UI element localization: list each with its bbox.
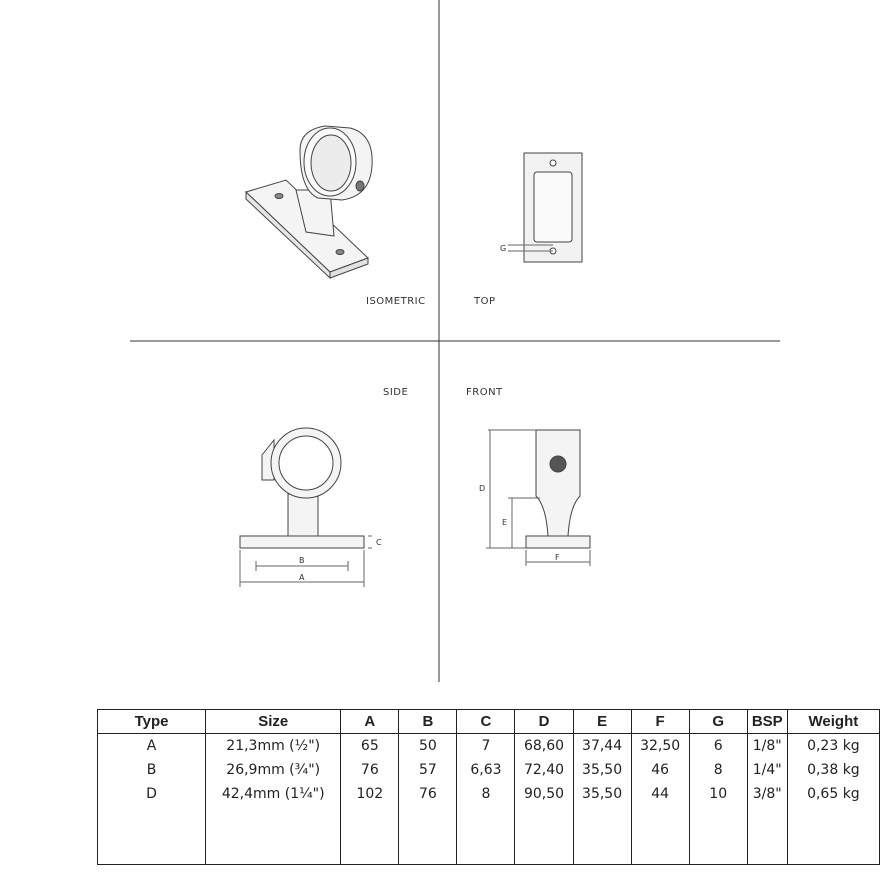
view-label-front: FRONT bbox=[466, 387, 503, 398]
table-cell: 76 bbox=[341, 758, 399, 782]
table-cell: 44 bbox=[631, 782, 689, 806]
dim-label-b: B bbox=[299, 556, 305, 565]
spec-table bbox=[97, 709, 880, 865]
dim-label-g: G bbox=[500, 244, 507, 253]
header-weight: Weight bbox=[787, 710, 879, 734]
table-cell: 32,50 bbox=[631, 734, 689, 759]
header-c: C bbox=[457, 710, 515, 734]
table-cell: 68,60 bbox=[515, 734, 573, 759]
table-cell: 90,50 bbox=[515, 782, 573, 806]
header-type: Type bbox=[98, 710, 206, 734]
table-cell: D bbox=[98, 782, 206, 806]
header-g: G bbox=[689, 710, 747, 734]
table-cell: 57 bbox=[399, 758, 457, 782]
table-row bbox=[98, 782, 880, 806]
table-cell: 37,44 bbox=[573, 734, 631, 759]
table-cell: 0,23 kg bbox=[787, 734, 879, 759]
header-bsp: BSP bbox=[747, 710, 787, 734]
table-cell: 76 bbox=[399, 782, 457, 806]
table-cell: 26,9mm (¾") bbox=[206, 758, 341, 782]
view-label-isometric: ISOMETRIC bbox=[366, 296, 426, 307]
table-cell: 7 bbox=[457, 734, 515, 759]
header-d: D bbox=[515, 710, 573, 734]
header-b: B bbox=[399, 710, 457, 734]
isometric-view bbox=[246, 126, 372, 278]
table-cell: 10 bbox=[689, 782, 747, 806]
header-size: Size bbox=[206, 710, 341, 734]
table-cell: 3/8" bbox=[747, 782, 787, 806]
table-cell: 65 bbox=[341, 734, 399, 759]
view-label-top: TOP bbox=[474, 296, 496, 307]
table-cell: 6 bbox=[689, 734, 747, 759]
table-cell: B bbox=[98, 758, 206, 782]
table-cell: 50 bbox=[399, 734, 457, 759]
table-cell: 0,65 kg bbox=[787, 782, 879, 806]
table-cell: 72,40 bbox=[515, 758, 573, 782]
front-view bbox=[486, 430, 590, 566]
table-cell: 1/4" bbox=[747, 758, 787, 782]
table-cell: 6,63 bbox=[457, 758, 515, 782]
table-cell: 0,38 kg bbox=[787, 758, 879, 782]
dim-label-f: F bbox=[555, 553, 560, 562]
side-view bbox=[240, 428, 372, 587]
top-view bbox=[508, 153, 582, 262]
dim-label-a: A bbox=[299, 573, 305, 582]
header-a: A bbox=[341, 710, 399, 734]
spec-table-header-row bbox=[98, 710, 880, 734]
table-row bbox=[98, 734, 880, 759]
table-cell: 8 bbox=[457, 782, 515, 806]
table-cell: 1/8" bbox=[747, 734, 787, 759]
view-label-side: SIDE bbox=[383, 387, 409, 398]
table-cell: 102 bbox=[341, 782, 399, 806]
table-cell: 21,3mm (½") bbox=[206, 734, 341, 759]
dim-label-d: D bbox=[479, 484, 486, 493]
table-cell: 46 bbox=[631, 758, 689, 782]
table-cell: 8 bbox=[689, 758, 747, 782]
header-e: E bbox=[573, 710, 631, 734]
table-cell: 42,4mm (1¼") bbox=[206, 782, 341, 806]
dim-label-c: C bbox=[376, 538, 382, 547]
table-cell: A bbox=[98, 734, 206, 759]
table-row bbox=[98, 758, 880, 782]
table-empty-row bbox=[98, 806, 880, 865]
table-cell: 35,50 bbox=[573, 782, 631, 806]
dim-label-e: E bbox=[502, 518, 508, 527]
header-f: F bbox=[631, 710, 689, 734]
table-cell: 35,50 bbox=[573, 758, 631, 782]
